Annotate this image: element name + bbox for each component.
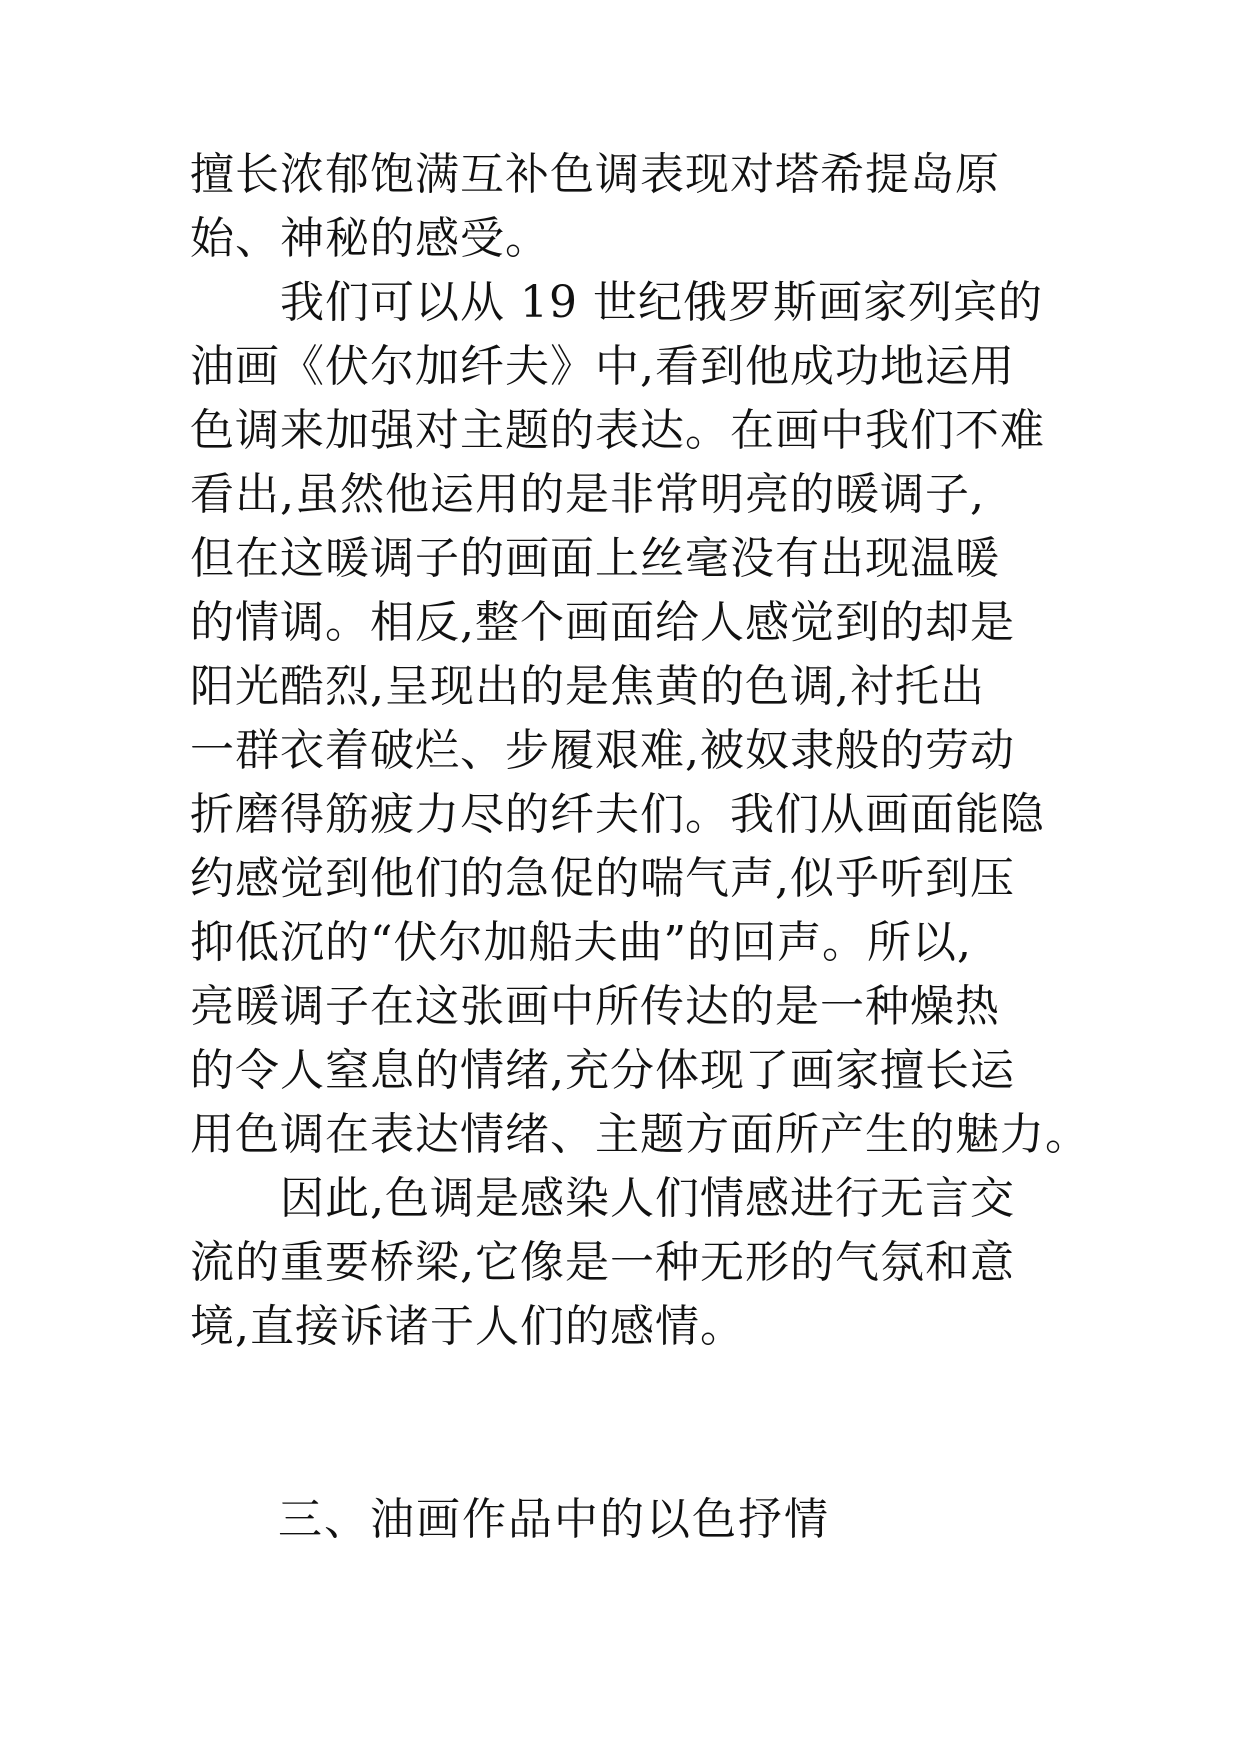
text-line: 始、神秘的感受。 xyxy=(190,213,550,264)
text-line: 用色调在表达情绪、主题方面所产生的魅力。 xyxy=(190,1109,1090,1160)
text-line: 一群衣着破烂、步履艰难,被奴隶般的劳动 xyxy=(190,725,1015,776)
text-line: 阳光酷烈,呈现出的是焦黄的色调,衬托出 xyxy=(190,661,985,712)
text-line: 折磨得筋疲力尽的纤夫们。我们从画面能隐 xyxy=(190,789,1045,840)
text-line: 的令人窒息的情绪,充分体现了画家擅长运 xyxy=(190,1045,1015,1096)
text-line: 色调来加强对主题的表达。在画中我们不难 xyxy=(190,405,1045,456)
text-line: 我们可以从 19 世纪俄罗斯画家列宾的 xyxy=(190,277,1043,328)
text-line: 境,直接诉诸于人们的感情。 xyxy=(190,1301,745,1352)
text-line: 油画《伏尔加纤夫》中,看到他成功地运用 xyxy=(190,341,1015,392)
text-line: 看出,虽然他运用的是非常明亮的暖调子, xyxy=(190,469,985,520)
text-line: 流的重要桥梁,它像是一种无形的气氛和意 xyxy=(190,1237,1015,1288)
text-line: 擅长浓郁饱满互补色调表现对塔希提岛原 xyxy=(190,149,1000,200)
text-line: 约感觉到他们的急促的喘气声,似乎听到压 xyxy=(190,853,1015,904)
section-heading: 三、油画作品中的以色抒情 xyxy=(278,1494,830,1545)
text-line: 但在这暖调子的画面上丝毫没有出现温暖 xyxy=(190,533,1000,584)
text-line: 因此,色调是感染人们情感进行无言交 xyxy=(190,1173,1015,1224)
text-line: 抑低沉的“伏尔加船夫曲”的回声。所以, xyxy=(190,917,972,968)
text-line: 的情调。相反,整个画面给人感觉到的却是 xyxy=(190,597,1015,648)
text-line: 亮暖调子在这张画中所传达的是一种燥热 xyxy=(190,981,1000,1032)
